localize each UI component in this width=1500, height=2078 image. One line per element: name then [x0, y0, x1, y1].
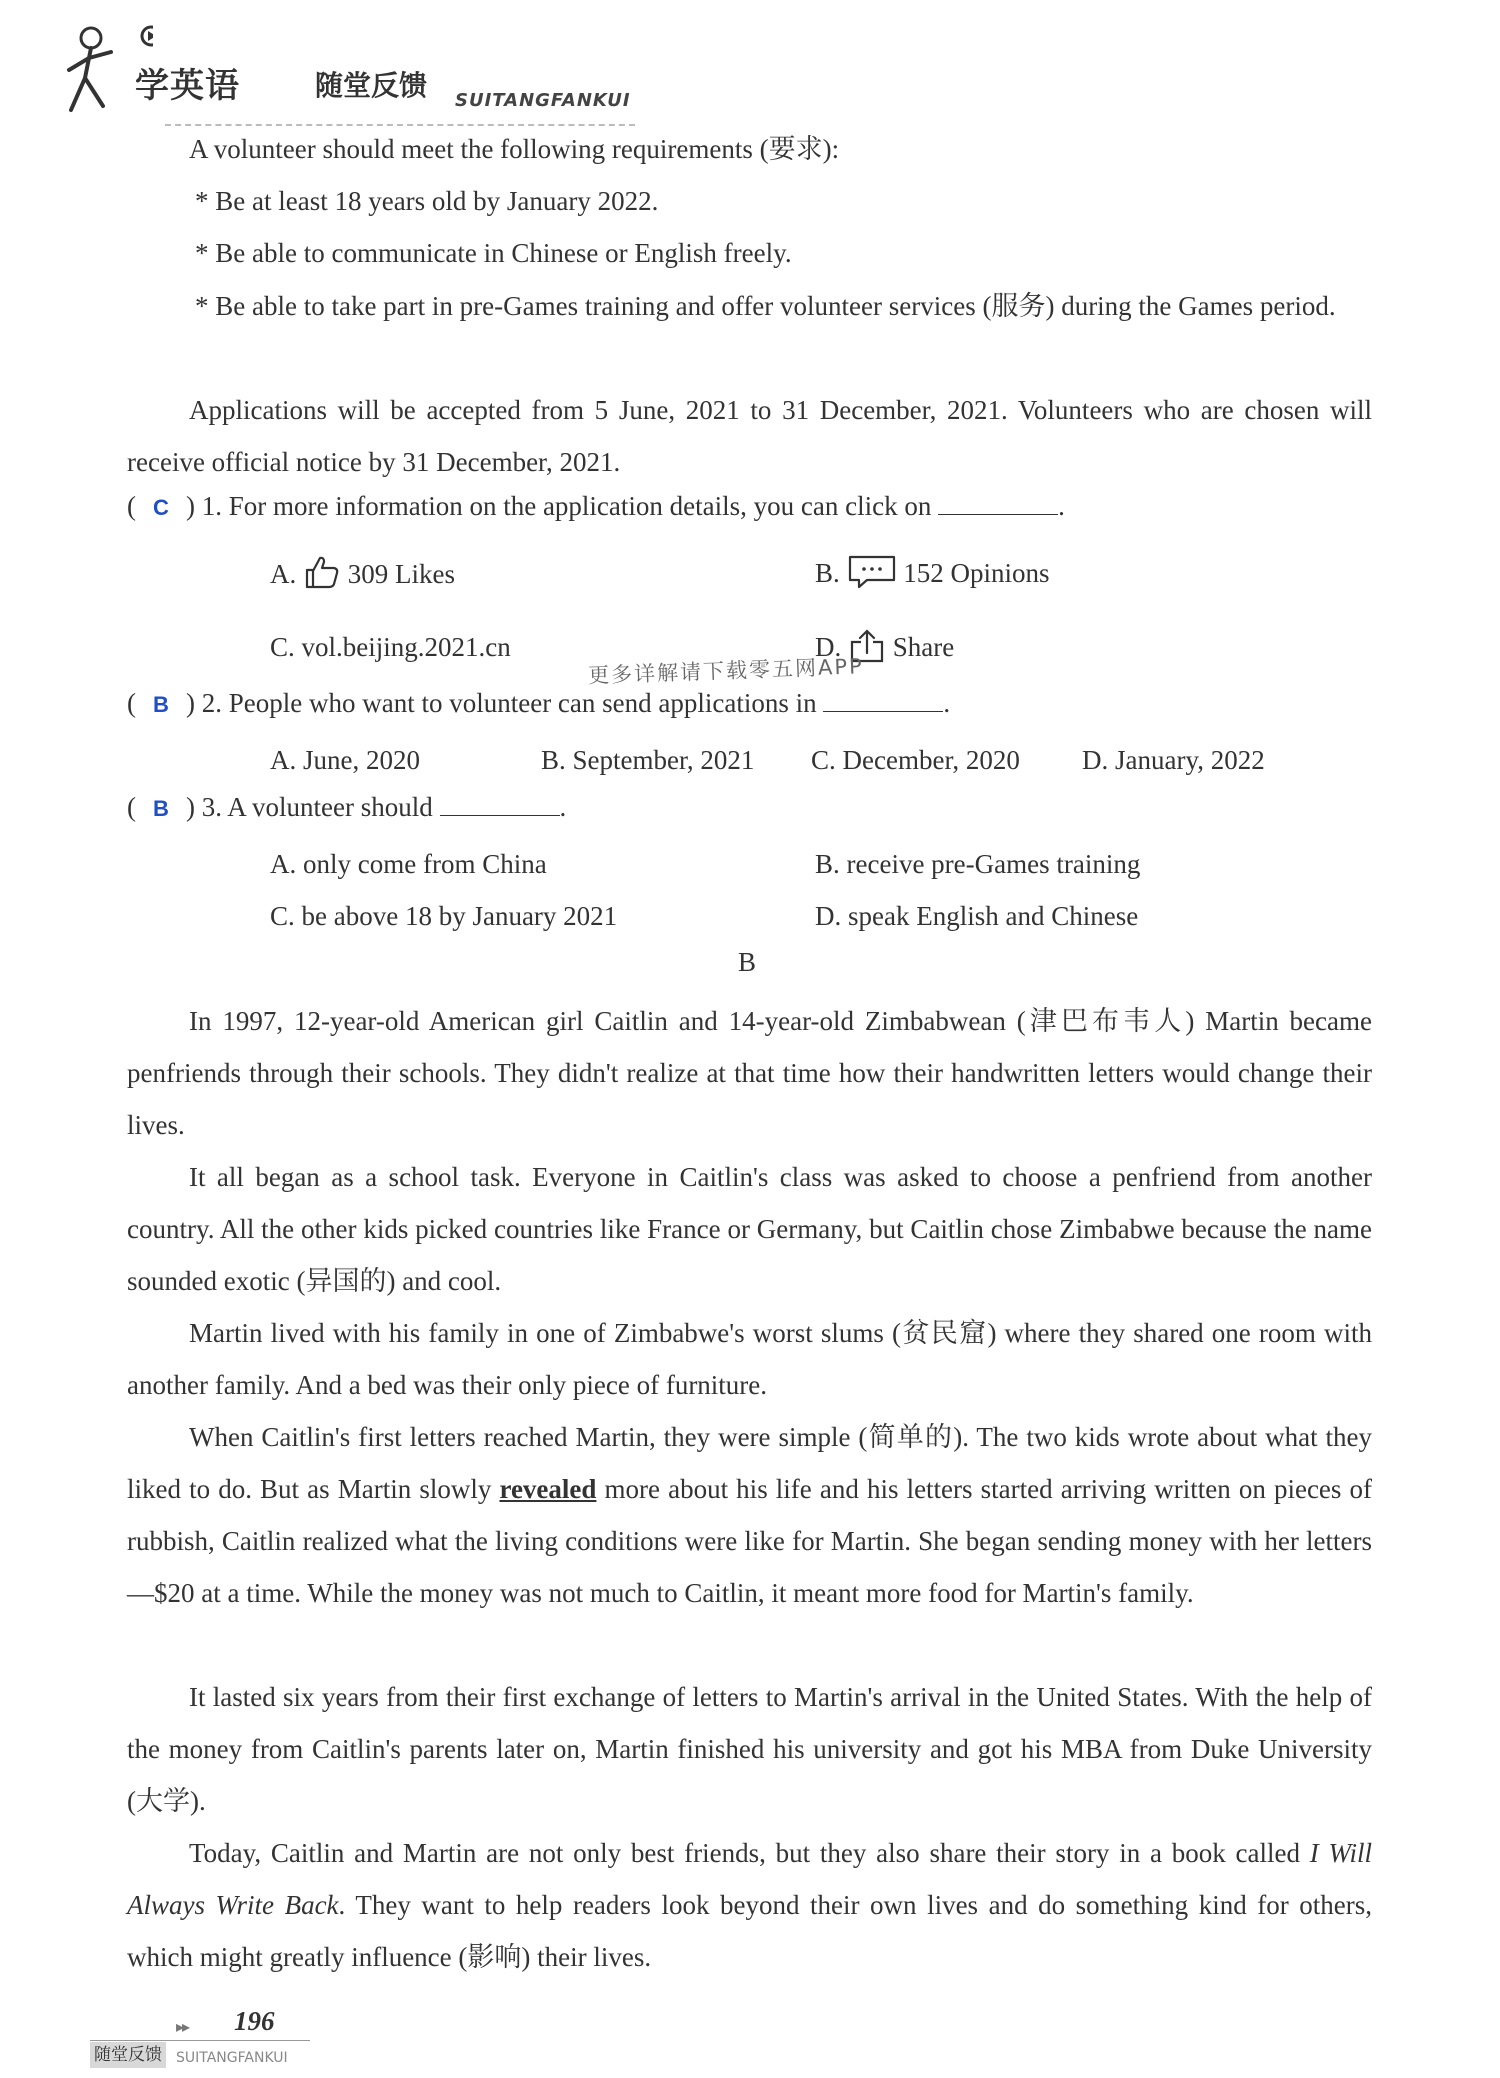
- option-text: Share: [892, 632, 955, 662]
- passage-b-paragraph-3: Martin lived with his family in one of Zimbabwe's worst slums (贫民窟) where they shared one room with another family. And a bed was their only piece of furniture.: [127, 1318, 1372, 1400]
- passage-b-paragraph-6: [127, 1827, 1372, 1983]
- passage-b-paragraph-1: In 1997, 12-year-old American girl Caitlin and 14-year-old Zimbabwean (津巴布韦人) Martin became penfriends through their schools. They didn't realize at that time how their handwritten letters would change their lives.: [127, 1006, 1372, 1140]
- header-latin: SUITANGFANKUI: [455, 90, 631, 111]
- option-text: 152 Opinions: [903, 558, 1050, 588]
- option-letter: B.: [815, 558, 840, 588]
- thumbs-up-icon: [303, 553, 341, 591]
- requirements-intro: A volunteer should meet the following requirements (要求):: [189, 134, 840, 164]
- footer-divider: [90, 2040, 310, 2041]
- question-3-stem: 3. A volunteer should: [201, 792, 433, 822]
- question-2: ( B ) 2. People who want to volunteer can send applications in .: [127, 688, 951, 718]
- q3-option-a: A. only come from China: [270, 849, 547, 879]
- paragraph-text: more about his life and his letters started arriving written on pieces of rubbish, Caitlin realized what the living conditions were like for Martin. She began sending money with her letters—$20 at a time. While the money was not much to Caitlin, it meant more food for Martin's family.: [127, 1474, 1373, 1608]
- q1-option-a: [270, 553, 455, 594]
- requirement-3: * Be able to take part in pre-Games training and offer volunteer services (服务) during the Games period.: [195, 291, 1336, 321]
- paragraph-text: Today, Caitlin and Martin are not only best friends, but they also share their story in a book called: [189, 1838, 1310, 1868]
- q2-option-c: C. December, 2020: [811, 745, 1020, 775]
- question-2-stem: 2. People who want to volunteer can send applications in: [201, 688, 817, 718]
- header-divider: [165, 124, 635, 126]
- q3-option-d: D. speak English and Chinese: [815, 901, 1139, 931]
- q2-option-d: D. January, 2022: [1082, 745, 1265, 775]
- comment-icon: [847, 554, 897, 590]
- q1-option-c: C. vol.beijing.2021.cn: [270, 632, 511, 662]
- passage-b-paragraph-4: [127, 1411, 1372, 1619]
- answer-blank: [938, 492, 1058, 515]
- header-subtitle: 随堂反馈: [315, 69, 428, 102]
- footer-badge: 随堂反馈: [90, 2042, 166, 2068]
- book-title: I Will Always Write Back: [127, 1838, 1373, 1920]
- q3-option-c: C. be above 18 by January 2021: [270, 901, 618, 931]
- footer-latin: SUITANGFANKUI: [176, 2050, 288, 2066]
- footer-arrows-icon: ▸▸: [176, 2019, 189, 2036]
- passage-b-paragraph-5: It lasted six years from their first exchange of letters to Martin's arrival in the United States. With the help of the money from Caitlin's parents later on, Martin finished his university and got his MBA from Duke University (大学).: [127, 1682, 1372, 1816]
- watermark: 更多详解请下载零五网APP: [587, 654, 865, 688]
- applications-paragraph: Applications will be accepted from 5 June, 2021 to 31 December, 2021. Volunteers who are chosen will receive official notice by 31 December, 2021.: [127, 395, 1372, 477]
- q2-option-b: B. September, 2021: [541, 745, 755, 775]
- page-header: [55, 12, 631, 122]
- page-number: 196: [234, 2006, 275, 2036]
- q2-option-a: A. June, 2020: [270, 745, 420, 775]
- section-letter: B: [738, 947, 757, 977]
- header-title: 学英语: [135, 66, 240, 106]
- paragraph-text: . They want to help readers look beyond their own lives and do something kind for others, which might greatly influence (影响) their lives.: [127, 1890, 1373, 1972]
- option-letter: D.: [815, 632, 842, 662]
- question-3: ( B ) 3. A volunteer should .: [127, 792, 567, 822]
- underlined-word: revealed: [499, 1474, 597, 1504]
- answer-3: B: [153, 796, 169, 821]
- answer-1: C: [153, 495, 169, 520]
- question-1: ( C ) 1. For more information on the application details, you can click on .: [127, 491, 1065, 521]
- paragraph-text: When Caitlin's first letters reached Martin, they were simple (简单的). The two kids wrote about what they liked to do. But as Martin slowly: [127, 1422, 1372, 1504]
- requirement-1: * Be at least 18 years old by January 2022.: [195, 186, 659, 216]
- option-letter: A.: [270, 559, 297, 589]
- passage-b-paragraph-2: It all began as a school task. Everyone in Caitlin's class was asked to choose a penfriend from another country. All the other kids picked countries like France or Germany, but Caitlin chose Zimbabwe because the name sounded exotic (异国的) and cool.: [127, 1162, 1372, 1296]
- question-1-stem: 1. For more information on the application details, you can click on: [201, 491, 932, 521]
- option-text: 309 Likes: [347, 559, 455, 589]
- answer-blank: [823, 689, 943, 712]
- requirement-2: * Be able to communicate in Chinese or English freely.: [195, 238, 792, 268]
- answer-blank: [440, 793, 560, 816]
- q1-option-b: [815, 553, 1050, 593]
- answer-2: B: [153, 692, 169, 717]
- q3-option-b: B. receive pre-Games training: [815, 849, 1141, 879]
